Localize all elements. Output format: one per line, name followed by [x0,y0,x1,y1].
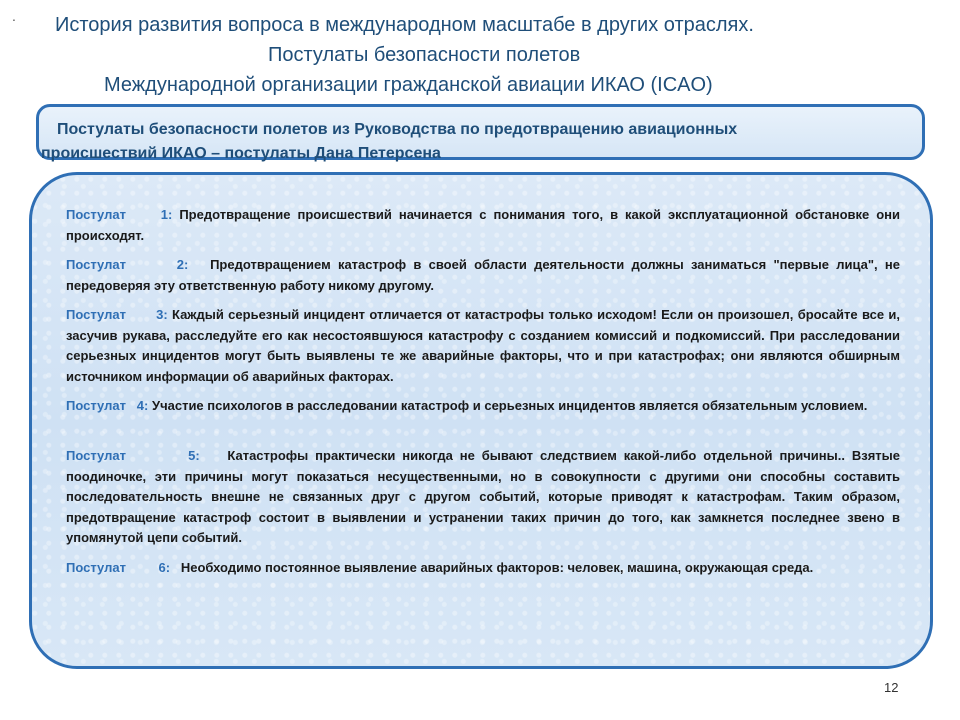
postulate-text: Катастрофы практически никогда не бывают следствием какой-либо отдельной причины.. Взятые поодиночке, эти причины могут показаться несущественными, но в совокупности с другими они способны составить последовательность внешне не связанных друг с другом событий, которые приводят к катастрофам. Таким образом, предотвращение катастроф состоит в выявлении и устранении таких причин до того, как замкнется последнее звено в упомянутой цепи событий. [66,448,901,545]
banner-line-2: происшествий ИКАО – постулаты Дана Петерсена [41,145,441,162]
postulates-panel [29,172,933,669]
postulate-3 [66,305,900,387]
postulate-number: 2: [176,257,189,272]
postulate-number: 1: [160,207,173,222]
banner-line-1: Постулаты безопасности полетов из Руководства по предотвращению авиационных [57,121,738,138]
postulate-1 [66,205,900,246]
postulate-text: Участие психологов в расследовании катастроф и серьезных инцидентов является обязательным условием. [151,398,868,413]
postulate-label: Постулат [66,257,126,272]
postulate-text: Предотвращение происшествий начинается с понимания того, в какой эксплуатационной обстановке они происходят. [66,207,900,243]
postulate-label: Постулат [66,448,126,463]
postulate-number: 6: [158,560,171,575]
postulate-4 [66,396,900,417]
postulate-label: Постулат [66,560,126,575]
postulate-text: Каждый серьезный инцидент отличается от катастрофы только исходом! Если он произошел, бросайте все и, засучив рукава, расследуйте его как несостоявшуюся катастрофу с созданием комиссий и подкомиссий. При расследовании серьезных инцидентов могут быть выявлены те же аварийные факторы, что и при катастрофах; они являются обширным источником информации об аварийных факторах. [66,307,900,384]
postulate-number: 5: [188,448,200,463]
postulate-6 [66,558,900,579]
page-number: 12 [884,680,899,695]
postulate-text: Предотвращением катастроф в своей области деятельности должны заниматься "первые лица", не передоверяя эту ответственную работу никому другому. [66,257,900,293]
postulate-text: Необходимо постоянное выявление аварийных факторов: человек, машина, окружающая среда. [180,560,814,575]
postulate-number: 4: [136,398,149,413]
postulate-5 [66,446,900,549]
decorative-dot: . [12,8,16,24]
postulate-label: Постулат [66,307,126,322]
slide-title-line-1: История развития вопроса в международном масштабе в других отраслях. [55,14,754,36]
postulate-label: Постулат [66,207,126,222]
slide-title-line-2: Постулаты безопасности полетов [268,44,581,66]
postulate-label: Постулат [66,398,126,413]
slide-title-line-3: Международной организации гражданской авиации ИКАО (ICAO) [104,74,713,96]
subtitle-banner [36,104,925,160]
postulate-number: 3: [156,307,168,322]
postulate-2 [66,255,900,296]
